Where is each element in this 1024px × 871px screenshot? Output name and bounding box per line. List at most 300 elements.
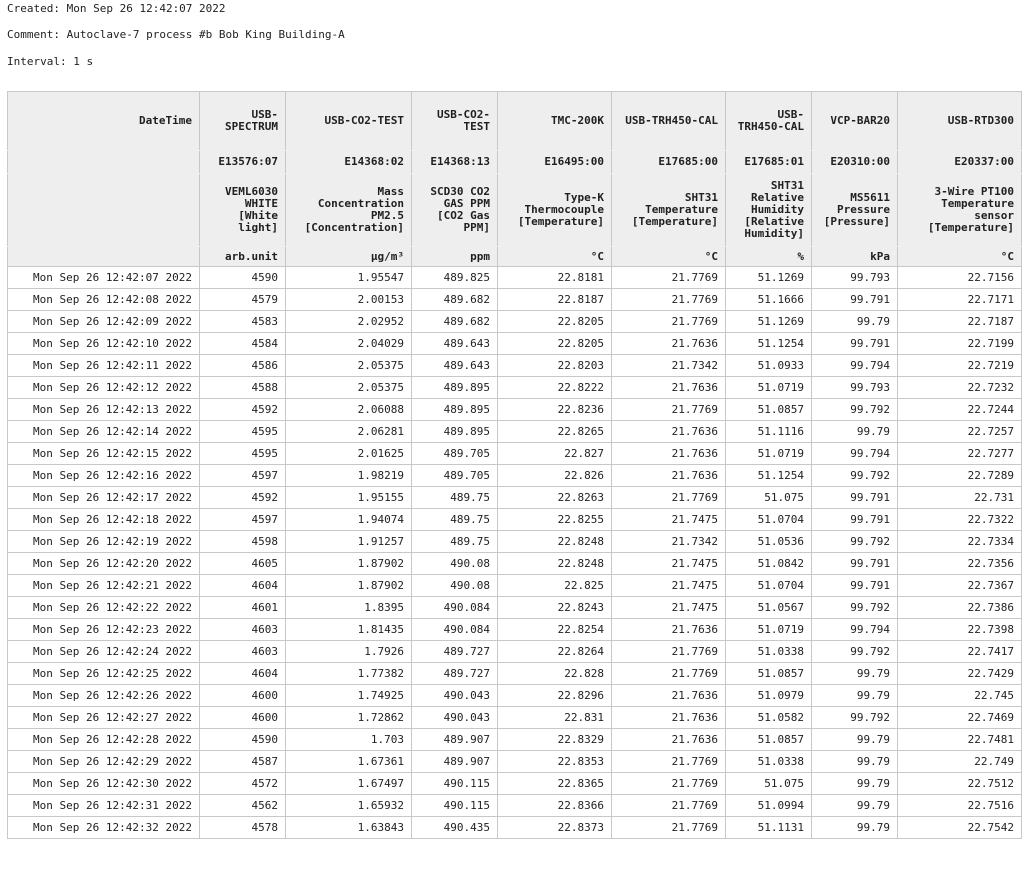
value-cell: 1.77382: [286, 663, 412, 685]
value-cell: 22.7219: [898, 355, 1022, 377]
value-cell: 4603: [200, 641, 286, 663]
value-cell: 22.8254: [498, 619, 612, 641]
value-cell: 22.8187: [498, 289, 612, 311]
value-cell: 490.115: [412, 773, 498, 795]
value-cell: 22.8203: [498, 355, 612, 377]
value-cell: 21.7636: [612, 729, 726, 751]
datetime-cell: Mon Sep 26 12:42:07 2022: [8, 267, 200, 289]
datetime-cell: Mon Sep 26 12:42:11 2022: [8, 355, 200, 377]
table-row: [8, 597, 1022, 619]
table-row: [8, 421, 1022, 443]
value-cell: 2.06088: [286, 399, 412, 421]
table-row: [8, 773, 1022, 795]
table-row: [8, 751, 1022, 773]
column-serial: E20337:00: [898, 151, 1022, 174]
column-description: SHT31 Temperature [Temperature]: [612, 174, 726, 247]
value-cell: 1.91257: [286, 531, 412, 553]
table-row: [8, 817, 1022, 839]
value-cell: 99.79: [812, 685, 898, 707]
column-name: DateTime: [8, 92, 200, 151]
value-cell: 22.8205: [498, 333, 612, 355]
column-description: VEML6030 WHITE [White light]: [200, 174, 286, 247]
value-cell: 51.1666: [726, 289, 812, 311]
datetime-cell: Mon Sep 26 12:42:08 2022: [8, 289, 200, 311]
value-cell: 51.0979: [726, 685, 812, 707]
value-cell: 2.05375: [286, 377, 412, 399]
value-cell: 490.435: [412, 817, 498, 839]
value-cell: 99.792: [812, 531, 898, 553]
value-cell: 490.08: [412, 553, 498, 575]
value-cell: 22.7277: [898, 443, 1022, 465]
table-body: [8, 267, 1022, 839]
value-cell: 22.7481: [898, 729, 1022, 751]
table-row: [8, 355, 1022, 377]
value-cell: 1.67361: [286, 751, 412, 773]
value-cell: 22.7386: [898, 597, 1022, 619]
table-row: [8, 465, 1022, 487]
datetime-cell: Mon Sep 26 12:42:09 2022: [8, 311, 200, 333]
table-row: [8, 553, 1022, 575]
value-cell: 22.7367: [898, 575, 1022, 597]
value-cell: 4572: [200, 773, 286, 795]
value-cell: 2.05375: [286, 355, 412, 377]
value-cell: 22.7322: [898, 509, 1022, 531]
value-cell: 21.7769: [612, 751, 726, 773]
value-cell: 22.827: [498, 443, 612, 465]
value-cell: 4562: [200, 795, 286, 817]
datetime-cell: Mon Sep 26 12:42:32 2022: [8, 817, 200, 839]
value-cell: 489.705: [412, 465, 498, 487]
value-cell: 51.0567: [726, 597, 812, 619]
value-cell: 21.7475: [612, 597, 726, 619]
value-cell: 1.72862: [286, 707, 412, 729]
value-cell: 1.7926: [286, 641, 412, 663]
table-row: [8, 619, 1022, 641]
value-cell: 4604: [200, 575, 286, 597]
value-cell: 22.7398: [898, 619, 1022, 641]
value-cell: 489.643: [412, 333, 498, 355]
column-description: [8, 174, 200, 247]
value-cell: 21.7769: [612, 773, 726, 795]
value-cell: 22.8248: [498, 531, 612, 553]
table-row: [8, 267, 1022, 289]
value-cell: 4600: [200, 707, 286, 729]
column-serial: E13576:07: [200, 151, 286, 174]
datetime-cell: Mon Sep 26 12:42:13 2022: [8, 399, 200, 421]
column-description: MS5611 Pressure [Pressure]: [812, 174, 898, 247]
value-cell: 99.79: [812, 773, 898, 795]
column-unit: °C: [612, 247, 726, 267]
column-name: USB-SPECTRUM: [200, 92, 286, 151]
value-cell: 22.8264: [498, 641, 612, 663]
value-cell: 4584: [200, 333, 286, 355]
value-cell: 51.075: [726, 487, 812, 509]
value-cell: 489.907: [412, 729, 498, 751]
value-cell: 22.7156: [898, 267, 1022, 289]
value-cell: 21.7769: [612, 487, 726, 509]
datetime-cell: Mon Sep 26 12:42:23 2022: [8, 619, 200, 641]
value-cell: 4603: [200, 619, 286, 641]
value-cell: 22.8263: [498, 487, 612, 509]
value-cell: 51.0857: [726, 399, 812, 421]
value-cell: 22.7429: [898, 663, 1022, 685]
value-cell: 21.7769: [612, 399, 726, 421]
column-name: VCP-BAR20: [812, 92, 898, 151]
value-cell: 99.79: [812, 311, 898, 333]
value-cell: 489.75: [412, 531, 498, 553]
value-cell: 51.0719: [726, 443, 812, 465]
value-cell: 22.8205: [498, 311, 612, 333]
value-cell: 22.8248: [498, 553, 612, 575]
column-description: SCD30 CO2 GAS PPM [CO2 Gas PPM]: [412, 174, 498, 247]
value-cell: 489.682: [412, 289, 498, 311]
table-row: [8, 707, 1022, 729]
value-cell: 51.0857: [726, 729, 812, 751]
value-cell: 51.0704: [726, 509, 812, 531]
value-cell: 4597: [200, 509, 286, 531]
value-cell: 22.7244: [898, 399, 1022, 421]
column-serial: E14368:02: [286, 151, 412, 174]
value-cell: 1.94074: [286, 509, 412, 531]
value-cell: 22.7199: [898, 333, 1022, 355]
column-name: USB-TRH450-CAL: [612, 92, 726, 151]
value-cell: 4590: [200, 729, 286, 751]
value-cell: 22.7334: [898, 531, 1022, 553]
column-name: USB-RTD300: [898, 92, 1022, 151]
value-cell: 51.1254: [726, 333, 812, 355]
value-cell: 489.895: [412, 377, 498, 399]
table-row: [8, 399, 1022, 421]
value-cell: 1.63843: [286, 817, 412, 839]
value-cell: 21.7475: [612, 509, 726, 531]
value-cell: 22.8243: [498, 597, 612, 619]
datetime-cell: Mon Sep 26 12:42:21 2022: [8, 575, 200, 597]
value-cell: 21.7769: [612, 311, 726, 333]
value-cell: 99.791: [812, 553, 898, 575]
value-cell: 99.793: [812, 377, 898, 399]
value-cell: 22.825: [498, 575, 612, 597]
value-cell: 22.8236: [498, 399, 612, 421]
value-cell: 21.7342: [612, 355, 726, 377]
value-cell: 489.682: [412, 311, 498, 333]
value-cell: 51.1254: [726, 465, 812, 487]
value-cell: 22.828: [498, 663, 612, 685]
value-cell: 4598: [200, 531, 286, 553]
created-line: Created: Mon Sep 26 12:42:07 2022: [7, 2, 226, 15]
datetime-cell: Mon Sep 26 12:42:17 2022: [8, 487, 200, 509]
value-cell: 51.0933: [726, 355, 812, 377]
datetime-cell: Mon Sep 26 12:42:28 2022: [8, 729, 200, 751]
value-cell: 4595: [200, 421, 286, 443]
value-cell: 1.81435: [286, 619, 412, 641]
value-cell: 2.02952: [286, 311, 412, 333]
value-cell: 4592: [200, 487, 286, 509]
value-cell: 21.7769: [612, 641, 726, 663]
column-serial: E17685:01: [726, 151, 812, 174]
datetime-cell: Mon Sep 26 12:42:30 2022: [8, 773, 200, 795]
column-unit: °C: [498, 247, 612, 267]
value-cell: 99.791: [812, 487, 898, 509]
value-cell: 2.01625: [286, 443, 412, 465]
value-cell: 1.98219: [286, 465, 412, 487]
value-cell: 490.115: [412, 795, 498, 817]
value-cell: 489.75: [412, 487, 498, 509]
value-cell: 51.0994: [726, 795, 812, 817]
value-cell: 22.8353: [498, 751, 612, 773]
value-cell: 21.7769: [612, 267, 726, 289]
value-cell: 99.792: [812, 399, 898, 421]
value-cell: 4600: [200, 685, 286, 707]
value-cell: 1.95547: [286, 267, 412, 289]
datetime-cell: Mon Sep 26 12:42:15 2022: [8, 443, 200, 465]
value-cell: 99.79: [812, 421, 898, 443]
value-cell: 489.907: [412, 751, 498, 773]
value-cell: 22.7356: [898, 553, 1022, 575]
column-unit: ppm: [412, 247, 498, 267]
value-cell: 4579: [200, 289, 286, 311]
value-cell: 22.7417: [898, 641, 1022, 663]
value-cell: 22.7289: [898, 465, 1022, 487]
interval-line: Interval: 1 s: [7, 55, 94, 68]
value-cell: 1.87902: [286, 575, 412, 597]
value-cell: 22.8373: [498, 817, 612, 839]
value-cell: 4592: [200, 399, 286, 421]
value-cell: 1.67497: [286, 773, 412, 795]
value-cell: 21.7636: [612, 465, 726, 487]
value-cell: 99.79: [812, 729, 898, 751]
value-cell: 21.7769: [612, 817, 726, 839]
column-unit: %: [726, 247, 812, 267]
value-cell: 1.87902: [286, 553, 412, 575]
value-cell: 4601: [200, 597, 286, 619]
column-name: USB-TRH450-CAL: [726, 92, 812, 151]
table-row: [8, 729, 1022, 751]
value-cell: 51.0582: [726, 707, 812, 729]
value-cell: 21.7636: [612, 707, 726, 729]
value-cell: 21.7636: [612, 333, 726, 355]
value-cell: 489.895: [412, 399, 498, 421]
column-unit: °C: [898, 247, 1022, 267]
value-cell: 99.792: [812, 707, 898, 729]
value-cell: 99.791: [812, 509, 898, 531]
value-cell: 99.792: [812, 465, 898, 487]
table-row: [8, 311, 1022, 333]
value-cell: 51.1131: [726, 817, 812, 839]
value-cell: 51.0536: [726, 531, 812, 553]
value-cell: 2.06281: [286, 421, 412, 443]
value-cell: 22.731: [898, 487, 1022, 509]
value-cell: 22.749: [898, 751, 1022, 773]
value-cell: 22.8329: [498, 729, 612, 751]
datetime-cell: Mon Sep 26 12:42:20 2022: [8, 553, 200, 575]
value-cell: 99.794: [812, 355, 898, 377]
value-cell: 21.7636: [612, 685, 726, 707]
value-cell: 51.0842: [726, 553, 812, 575]
value-cell: 4605: [200, 553, 286, 575]
value-cell: 1.95155: [286, 487, 412, 509]
column-serial: E17685:00: [612, 151, 726, 174]
value-cell: 99.79: [812, 751, 898, 773]
value-cell: 21.7769: [612, 289, 726, 311]
value-cell: 22.7171: [898, 289, 1022, 311]
value-cell: 4586: [200, 355, 286, 377]
value-cell: 21.7636: [612, 443, 726, 465]
value-cell: 51.0719: [726, 377, 812, 399]
value-cell: 489.727: [412, 641, 498, 663]
datetime-cell: Mon Sep 26 12:42:27 2022: [8, 707, 200, 729]
value-cell: 489.75: [412, 509, 498, 531]
value-cell: 21.7636: [612, 377, 726, 399]
column-serial: [8, 151, 200, 174]
table-row: [8, 509, 1022, 531]
column-name: USB-CO2-TEST: [412, 92, 498, 151]
datetime-cell: Mon Sep 26 12:42:25 2022: [8, 663, 200, 685]
value-cell: 1.8395: [286, 597, 412, 619]
value-cell: 4604: [200, 663, 286, 685]
table-row: [8, 685, 1022, 707]
value-cell: 99.792: [812, 597, 898, 619]
value-cell: 21.7475: [612, 553, 726, 575]
value-cell: 489.825: [412, 267, 498, 289]
value-cell: 4590: [200, 267, 286, 289]
value-cell: 22.7516: [898, 795, 1022, 817]
value-cell: 21.7636: [612, 421, 726, 443]
value-cell: 51.1269: [726, 267, 812, 289]
datetime-cell: Mon Sep 26 12:42:22 2022: [8, 597, 200, 619]
value-cell: 21.7636: [612, 619, 726, 641]
table-row: [8, 641, 1022, 663]
column-serial: E20310:00: [812, 151, 898, 174]
table-row: [8, 443, 1022, 465]
column-unit: arb.unit: [200, 247, 286, 267]
datetime-cell: Mon Sep 26 12:42:14 2022: [8, 421, 200, 443]
value-cell: 21.7475: [612, 575, 726, 597]
value-cell: 51.1269: [726, 311, 812, 333]
table-row: [8, 663, 1022, 685]
value-cell: 4597: [200, 465, 286, 487]
value-cell: 22.831: [498, 707, 612, 729]
value-cell: 490.08: [412, 575, 498, 597]
datetime-cell: Mon Sep 26 12:42:31 2022: [8, 795, 200, 817]
value-cell: 490.043: [412, 685, 498, 707]
value-cell: 22.745: [898, 685, 1022, 707]
value-cell: 490.084: [412, 619, 498, 641]
value-cell: 4578: [200, 817, 286, 839]
table-row: [8, 377, 1022, 399]
value-cell: 22.8181: [498, 267, 612, 289]
column-name: USB-CO2-TEST: [286, 92, 412, 151]
value-cell: 22.8366: [498, 795, 612, 817]
value-cell: 489.643: [412, 355, 498, 377]
datetime-cell: Mon Sep 26 12:42:24 2022: [8, 641, 200, 663]
datetime-cell: Mon Sep 26 12:42:19 2022: [8, 531, 200, 553]
value-cell: 99.794: [812, 443, 898, 465]
value-cell: 51.0338: [726, 751, 812, 773]
datetime-cell: Mon Sep 26 12:42:10 2022: [8, 333, 200, 355]
value-cell: 21.7342: [612, 531, 726, 553]
datetime-cell: Mon Sep 26 12:42:12 2022: [8, 377, 200, 399]
value-cell: 489.705: [412, 443, 498, 465]
value-cell: 4595: [200, 443, 286, 465]
column-name: TMC-200K: [498, 92, 612, 151]
value-cell: 51.1116: [726, 421, 812, 443]
table-row: [8, 795, 1022, 817]
value-cell: 2.04029: [286, 333, 412, 355]
value-cell: 1.65932: [286, 795, 412, 817]
column-serial: E16495:00: [498, 151, 612, 174]
value-cell: 21.7769: [612, 795, 726, 817]
value-cell: 22.826: [498, 465, 612, 487]
comment-line: Comment: Autoclave-7 process #b Bob King Building-A: [7, 28, 345, 41]
datetime-cell: Mon Sep 26 12:42:16 2022: [8, 465, 200, 487]
value-cell: 490.043: [412, 707, 498, 729]
value-cell: 22.7187: [898, 311, 1022, 333]
value-cell: 99.791: [812, 289, 898, 311]
value-cell: 4587: [200, 751, 286, 773]
value-cell: 22.8296: [498, 685, 612, 707]
column-description: Mass Concentration PM2.5 [Concentration]: [286, 174, 412, 247]
column-unit: µg/m³: [286, 247, 412, 267]
datetime-cell: Mon Sep 26 12:42:18 2022: [8, 509, 200, 531]
value-cell: 22.8255: [498, 509, 612, 531]
table-row: [8, 333, 1022, 355]
value-cell: 22.7542: [898, 817, 1022, 839]
value-cell: 1.703: [286, 729, 412, 751]
value-cell: 22.8365: [498, 773, 612, 795]
value-cell: 99.793: [812, 267, 898, 289]
column-description: Type-K Thermocouple [Temperature]: [498, 174, 612, 247]
value-cell: 22.7232: [898, 377, 1022, 399]
value-cell: 99.791: [812, 575, 898, 597]
datetime-cell: Mon Sep 26 12:42:29 2022: [8, 751, 200, 773]
value-cell: 99.792: [812, 641, 898, 663]
value-cell: 99.79: [812, 663, 898, 685]
value-cell: 4588: [200, 377, 286, 399]
value-cell: 51.0857: [726, 663, 812, 685]
table-header: [8, 92, 1022, 267]
value-cell: 22.8222: [498, 377, 612, 399]
column-description: 3-Wire PT100 Temperature sensor [Temperature]: [898, 174, 1022, 247]
value-cell: 99.79: [812, 795, 898, 817]
value-cell: 51.0338: [726, 641, 812, 663]
value-cell: 51.0719: [726, 619, 812, 641]
value-cell: 4583: [200, 311, 286, 333]
value-cell: 51.0704: [726, 575, 812, 597]
table-row: [8, 575, 1022, 597]
value-cell: 22.7469: [898, 707, 1022, 729]
column-serial: E14368:13: [412, 151, 498, 174]
datetime-cell: Mon Sep 26 12:42:26 2022: [8, 685, 200, 707]
column-unit: kPa: [812, 247, 898, 267]
value-cell: 99.79: [812, 817, 898, 839]
value-cell: 22.7512: [898, 773, 1022, 795]
data-table: [7, 91, 1022, 839]
value-cell: 99.791: [812, 333, 898, 355]
value-cell: 490.084: [412, 597, 498, 619]
value-cell: 22.8265: [498, 421, 612, 443]
value-cell: 51.075: [726, 773, 812, 795]
value-cell: 489.727: [412, 663, 498, 685]
column-unit: [8, 247, 200, 267]
table-row: [8, 289, 1022, 311]
column-description: SHT31 Relative Humidity [Relative Humidity]: [726, 174, 812, 247]
value-cell: 1.74925: [286, 685, 412, 707]
table-row: [8, 531, 1022, 553]
table-row: [8, 487, 1022, 509]
value-cell: 99.794: [812, 619, 898, 641]
value-cell: 489.895: [412, 421, 498, 443]
value-cell: 2.00153: [286, 289, 412, 311]
